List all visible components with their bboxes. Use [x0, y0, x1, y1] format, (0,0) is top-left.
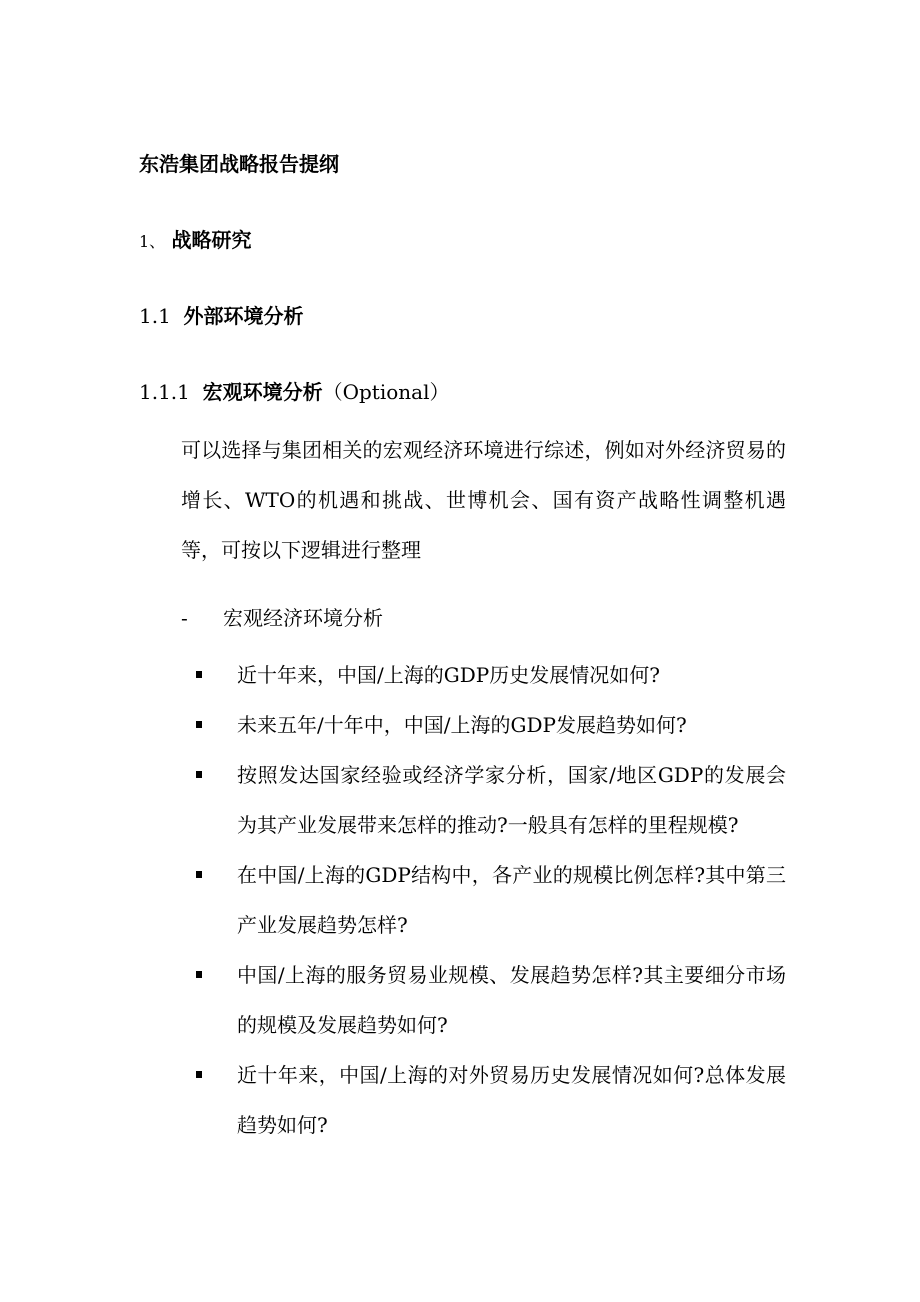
section-1-1-heading [139, 302, 304, 330]
bullet-list [196, 650, 786, 1150]
dash-list-item [181, 603, 383, 633]
bullet-item [196, 850, 786, 950]
bullet-item [196, 650, 786, 700]
dash-marker: - [181, 606, 188, 630]
bullet-square-icon [196, 1071, 202, 1078]
bullet-text: 近十年来，中国/上海的对外贸易历史发展情况如何?总体发展趋势如何? [237, 1063, 786, 1137]
section-1-1-title: 外部环境分析 [183, 304, 304, 328]
section-1-1-1-heading [139, 378, 449, 406]
bullet-square-icon [196, 871, 202, 878]
section-1-1-1-number: 1.1.1 [139, 380, 190, 404]
bullet-text: 近十年来，中国/上海的GDP历史发展情况如何? [237, 663, 660, 687]
intro-paragraph: 可以选择与集团相关的宏观经济环境进行综述，例如对外经济贸易的增长、WTO的机遇和挑战、世博机会、国有资产战略性调整机遇等，可按以下逻辑进行整理 [181, 438, 786, 562]
section-1-1-1-title: 宏观环境分析 [202, 380, 323, 404]
section-1-heading [139, 226, 252, 256]
bullet-item [196, 950, 786, 1050]
bullet-square-icon [196, 721, 202, 728]
bullet-text: 未来五年/十年中，中国/上海的GDP发展趋势如何? [237, 713, 687, 737]
section-1-title: 战略研究 [171, 228, 252, 252]
section-1-1-1-note: （Optional） [322, 380, 450, 404]
section-1-number: 1、 [139, 232, 166, 251]
section-1-1-number: 1.1 [139, 304, 171, 328]
bullet-square-icon [196, 671, 202, 678]
bullet-text: 按照发达国家经验或经济学家分析，国家/地区GDP的发展会为其产业发展带来怎样的推动?一般具有怎样的里程规模? [237, 763, 786, 837]
bullet-text: 在中国/上海的GDP结构中，各产业的规模比例怎样?其中第三产业发展趋势怎样? [237, 863, 786, 937]
bullet-item [196, 750, 786, 850]
bullet-square-icon [196, 971, 202, 978]
bullet-item [196, 1050, 786, 1150]
dash-item-label: 宏观经济环境分析 [223, 606, 383, 630]
bullet-item [196, 700, 786, 750]
bullet-square-icon [196, 771, 202, 778]
bullet-text: 中国/上海的服务贸易业规模、发展趋势怎样?其主要细分市场的规模及发展趋势如何? [237, 963, 786, 1037]
document-title: 东浩集团战略报告提纲 [139, 152, 339, 176]
